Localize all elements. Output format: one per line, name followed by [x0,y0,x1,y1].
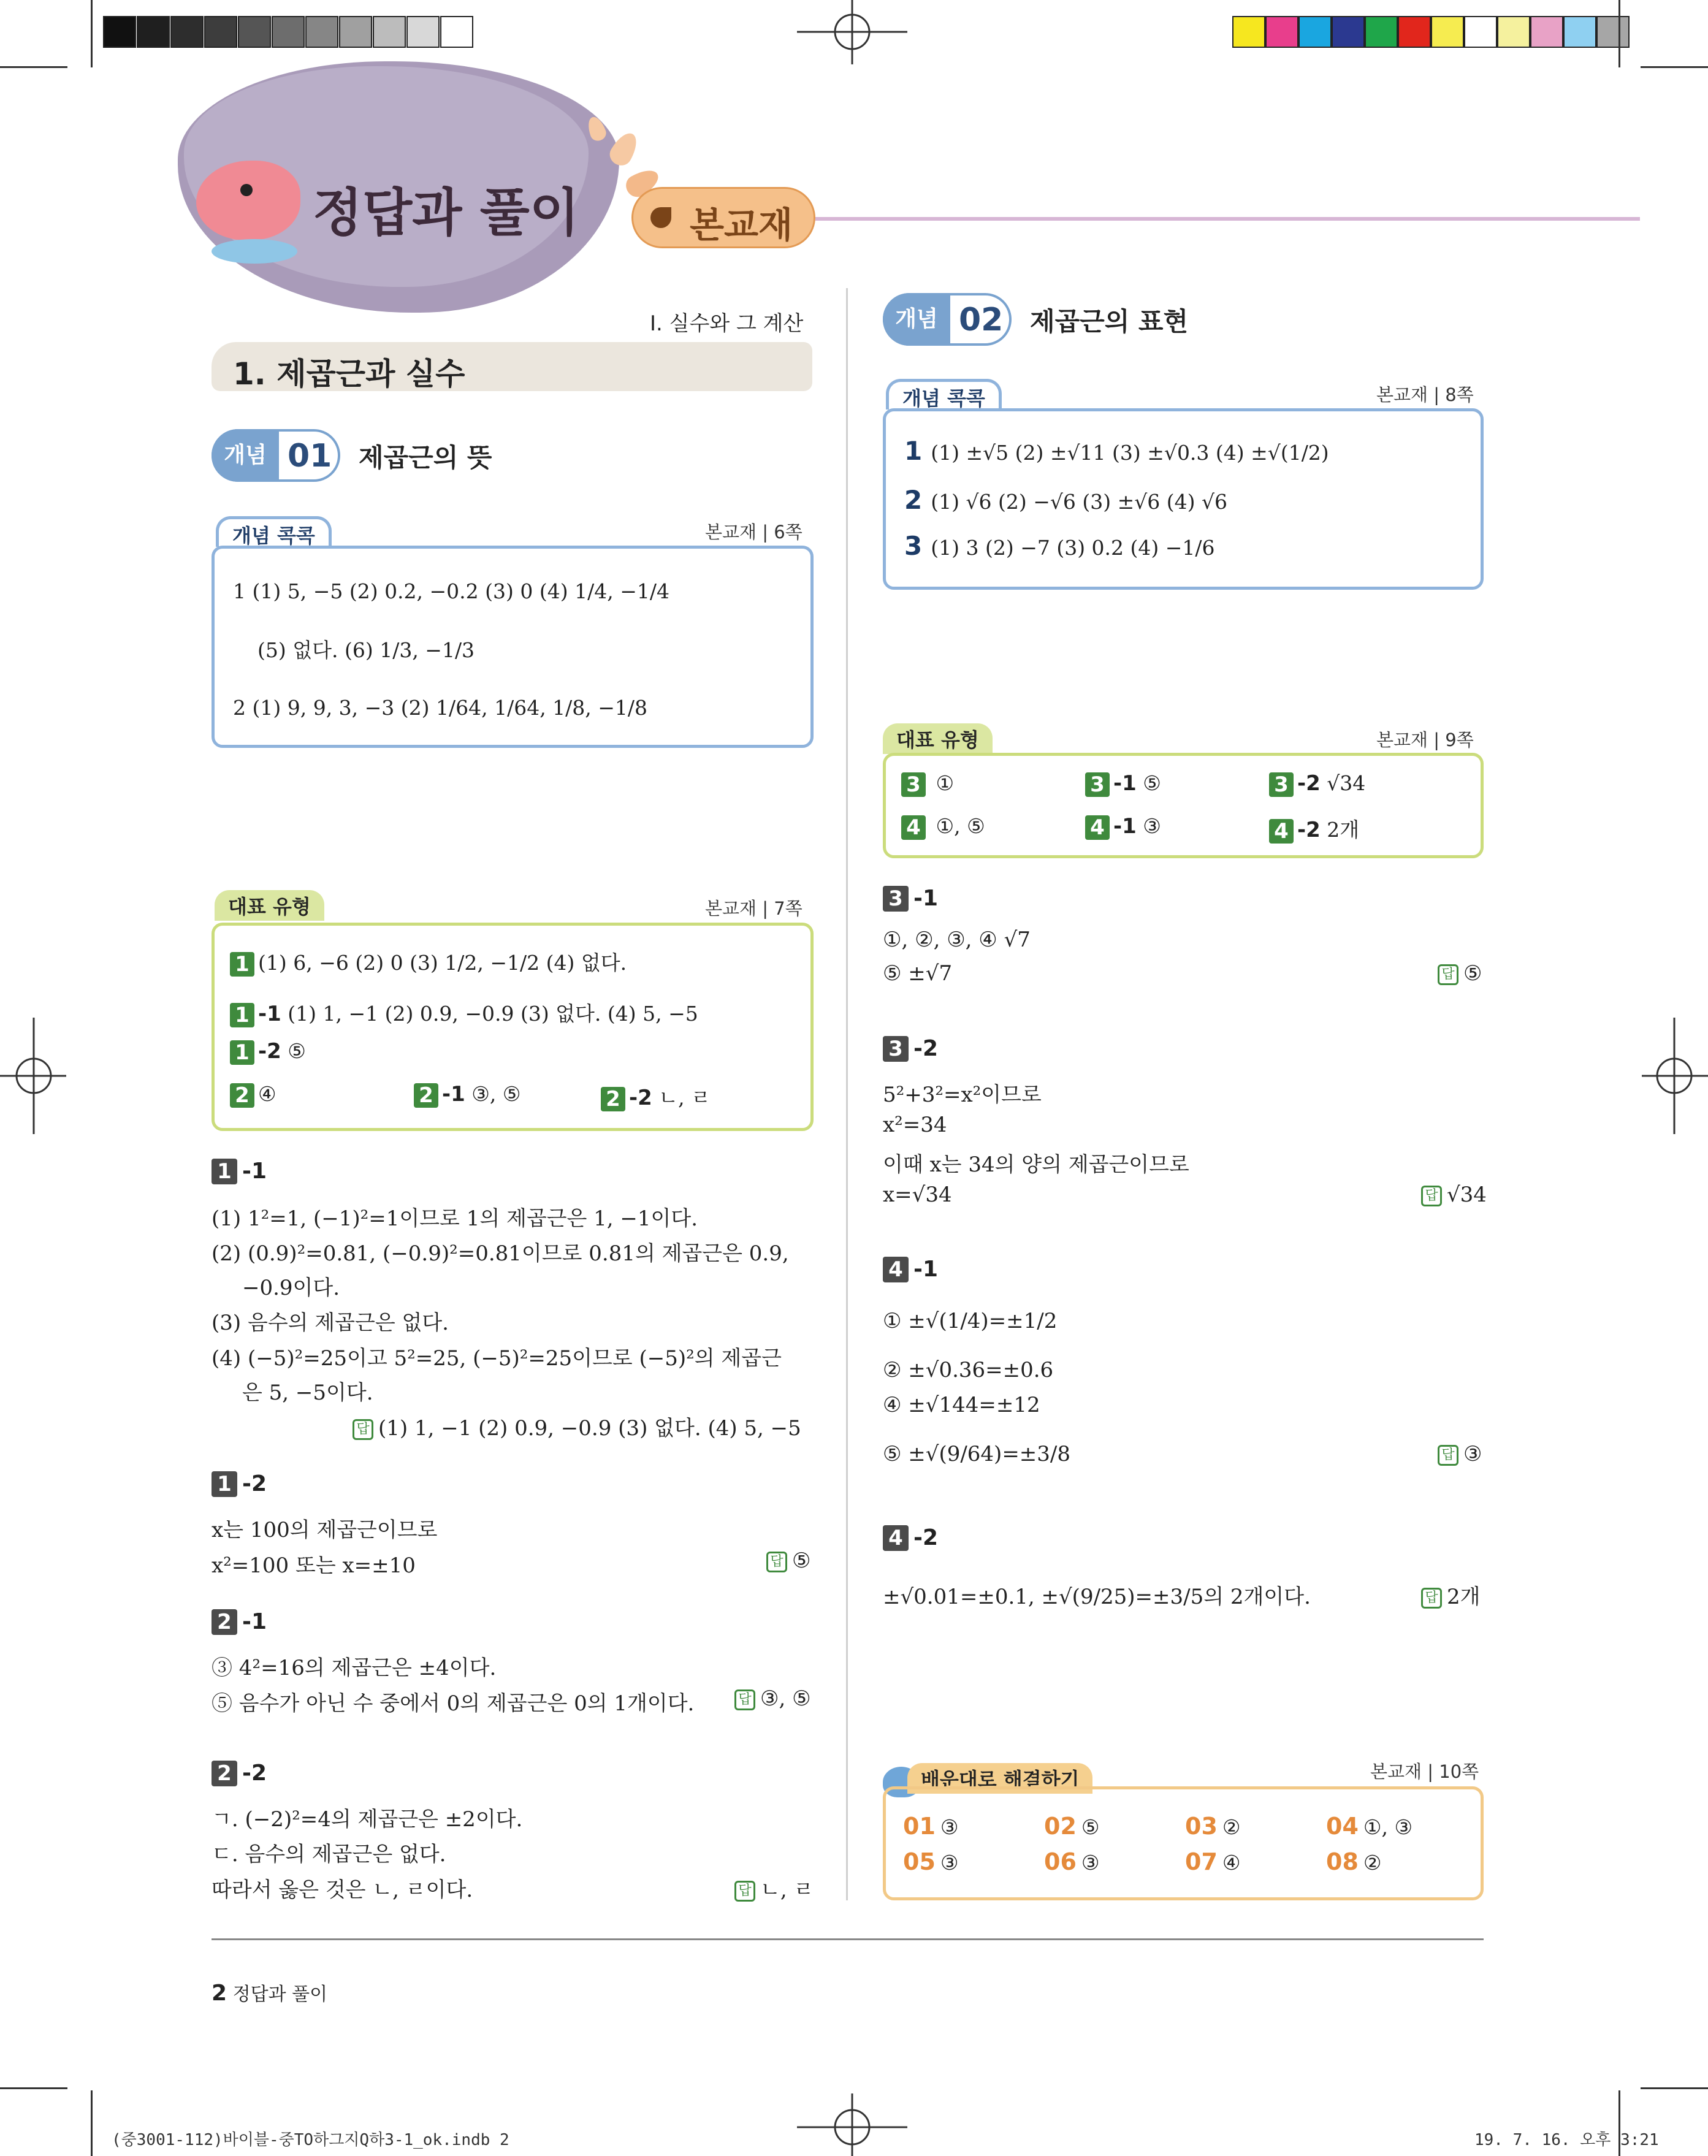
print-date: 19. 7. 16. 오후 3:21 [1474,2131,1659,2149]
answer-mark-icon: 답 [734,1689,755,1710]
review-item: 02 ⑤ [1044,1813,1100,1840]
solution-line: x²=100 또는 x=±10 [212,1553,416,1578]
solution-line: ⑤ ±√(9/64)=±3/8 [883,1442,1071,1466]
chapter-banner [212,342,812,391]
solution-line: ±√0.01=±0.1, ±√(9/25)=±3/5의 2개이다. [883,1585,1311,1609]
color-swatch [339,16,372,48]
answer-line: (5) 없다. (6) 1/3, −1/3 [257,638,475,662]
concept-name: 제곱근의 뜻 [359,443,492,473]
whale-eye-icon [240,184,253,196]
review-box [883,1786,1484,1900]
answer-row: 3 -1 ⑤ [1085,771,1161,797]
color-swatch [406,16,440,48]
answer-row: 4 -1 ③ [1085,814,1161,840]
concept-number: 02 [959,302,1004,338]
color-swatch [272,16,305,48]
answer-row: 4 -2 2개 [1269,814,1359,844]
crop-mark [91,0,93,67]
solution-heading: 2 -2 [212,1761,267,1786]
representative-box [212,923,814,1131]
textbook-pill-label: 본교재 [690,204,793,246]
page-reference: 본교재 | 10쪽 [1370,1761,1479,1782]
solution-line: (2) (0.9)²=0.81, (−0.9)²=0.81이므로 0.81의 제곱근은 0.9, [212,1241,789,1266]
answer-line: 3 (1) 3 (2) −7 (3) 0.2 (4) −1/6 [904,531,1215,561]
answer-line: 2 (1) √6 (2) −√6 (3) ±√6 (4) √6 [904,485,1228,515]
color-swatch [1332,16,1365,48]
solution-heading: 4 -2 [883,1525,938,1551]
representative-box [883,753,1484,858]
solution-heading: 1 -2 [212,1471,267,1497]
registration-target-icon [785,0,920,67]
solution-heading: 3 -1 [883,886,938,912]
solution-line: x는 100의 제곱근이므로 [212,1518,438,1542]
solution-line: (4) (−5)²=25이고 5²=25, (−5)²=25이므로 (−5)²의 제곱근 [212,1346,782,1371]
wave-icon [212,239,297,264]
answer: 답 ㄴ, ㄹ [734,1873,814,1903]
crop-mark [1641,66,1708,68]
solution-line: ④ ±√144=±12 [883,1393,1040,1417]
solution-line: ① ±√(1/4)=±1/2 [883,1309,1058,1333]
crop-mark [0,2087,67,2089]
solution-line: ⑤ ±√7 [883,961,953,986]
answer-row: 3 -2 √34 [1269,771,1365,797]
color-swatch [1563,16,1596,48]
answer-line: 1 (1) 5, −5 (2) 0.2, −0.2 (3) 0 (4) 1/4, −1/4 [233,579,669,603]
color-swatch [1298,16,1332,48]
answer-row: 1 -1 (1) 1, −1 (2) 0.9, −0.9 (3) 없다. (4) 5, −5 [230,998,698,1027]
color-swatch [1232,16,1265,48]
color-swatch [103,16,136,48]
concept-tag: 개념 [212,429,279,482]
column-divider [846,288,848,1900]
page-reference: 본교재 | 7쪽 [705,898,803,919]
registration-target-icon [0,1005,67,1146]
answer-mark-icon: 답 [734,1881,755,1902]
answer: 답 ⑤ [766,1548,810,1573]
answer-row: 1 (1) 6, −6 (2) 0 (3) 1/2, −1/2 (4) 없다. [230,947,627,977]
solution-line: ①, ②, ③, ④ √7 [883,928,1031,952]
registration-target-icon [1641,1005,1708,1146]
answer-mark-icon: 답 [766,1552,787,1572]
color-swatch [1431,16,1464,48]
review-item: 04 ①, ③ [1326,1813,1413,1840]
page-reference: 본교재 | 6쪽 [705,522,803,543]
solution-line: 이때 x는 34의 양의 제곱근이므로 [883,1152,1189,1177]
answer: 답 ⑤ [1438,961,1482,986]
solution-line: x=√34 [883,1183,952,1207]
answer-mark-icon: 답 [1438,1445,1458,1466]
concept-tag: 개념 [883,293,950,346]
solution-line: (3) 음수의 제곱근은 없다. [212,1311,449,1335]
solution-line: 5²+3²=x²이므로 [883,1083,1042,1107]
solution-line: (1) 1²=1, (−1)²=1이므로 1의 제곱근은 1, −1이다. [212,1206,698,1231]
whale-icon [196,161,300,240]
solution-line: ② ±√0.36=±0.6 [883,1358,1054,1382]
answer-line: 1 (1) ±√5 (2) ±√11 (3) ±√0.3 (4) ±√(1/2) [904,436,1329,466]
answer-row: 2 ④ [230,1082,276,1108]
answer: 답 (1) 1, −1 (2) 0.9, −0.9 (3) 없다. (4) 5, −5 [353,1411,801,1441]
color-swatch [1265,16,1298,48]
unit-label: I. 실수와 그 계산 [650,311,804,336]
color-swatch [170,16,204,48]
page-footer: 2 정답과 풀이 [212,1981,328,2006]
answer: 답 √34 [1421,1183,1487,1207]
review-item: 05 ③ [903,1848,959,1875]
color-swatch [137,16,170,48]
textbook-pill [631,187,815,248]
color-swatch [1464,16,1497,48]
review-item: 06 ③ [1044,1848,1100,1875]
color-swatch [1497,16,1530,48]
page-reference: 본교재 | 9쪽 [1376,729,1474,750]
answer-row: 2 -1 ③, ⑤ [414,1082,520,1108]
box-tab-concept: 개념 콕콕 [886,379,1002,409]
header-rule [815,217,1640,221]
concept-number: 01 [288,438,332,474]
solution-line: ⑤ 음수가 아닌 수 중에서 0의 제곱근은 0의 1개이다. [212,1691,695,1716]
answer-row: 4 ①, ⑤ [901,814,985,840]
solution-line: ㄱ. (−2)²=4의 제곱근은 ±2이다. [212,1807,523,1832]
answer-row: 1 -2 ⑤ [230,1039,306,1065]
answer: 답 ③ [1438,1442,1482,1466]
box-tab-review: 배운대로 해결하기 [907,1763,1092,1794]
box-tab-representative: 대표 유형 [215,890,324,921]
box-tab-concept: 개념 콕콕 [216,516,332,547]
solution-line: ㄷ. 음수의 제곱근은 없다. [212,1842,446,1867]
color-swatch [1530,16,1563,48]
answer-mark-icon: 답 [1421,1186,1442,1206]
answer-mark-icon: 답 [1438,964,1458,985]
crop-mark [1641,2087,1708,2089]
crop-mark [91,2090,93,2156]
color-swatch [373,16,406,48]
review-item: 07 ④ [1185,1848,1241,1875]
color-swatch [1596,16,1630,48]
print-slug: (중3001-112)바이블-중TO하그지Q하3-1_ok.indb 2 [112,2131,509,2149]
box-tab-representative: 대표 유형 [883,723,993,754]
solution-heading: 2 -1 [212,1609,267,1635]
answer: 답 ③, ⑤ [734,1686,811,1711]
registration-target-icon [785,2090,920,2156]
color-swatch [440,16,473,48]
answer: 답 2개 [1421,1580,1480,1610]
color-swatch [238,16,271,48]
review-item: 01 ③ [903,1813,959,1840]
crop-mark [0,66,67,68]
page-reference: 본교재 | 8쪽 [1376,384,1474,405]
answer-mark-icon: 답 [1421,1588,1442,1609]
solution-line: ③ 4²=16의 제곱근은 ±4이다. [212,1656,497,1680]
color-swatch [1398,16,1431,48]
color-swatch [305,16,338,48]
concept-name: 제곱근의 표현 [1030,307,1189,337]
answer-row: 2 -2 ㄴ, ㄹ [601,1082,711,1111]
review-item: 03 ② [1185,1813,1241,1840]
answer-row: 3 ① [901,771,954,797]
answer-line: 2 (1) 9, 9, 3, −3 (2) 1/64, 1/64, 1/8, −1/8 [233,696,648,720]
chapter-title: 1. 제곱근과 실수 [233,356,465,392]
solution-line: x²=34 [883,1113,947,1137]
answer-mark-icon: 답 [353,1419,373,1440]
leaf-icon [650,207,671,228]
review-item: 08 ② [1326,1848,1382,1875]
page-title: 정답과 풀이 [313,183,579,243]
solution-line: 따라서 옳은 것은 ㄴ, ㄹ이다. [212,1878,473,1902]
solution-line: 은 5, −5이다. [242,1381,373,1405]
solution-heading: 3 -2 [883,1036,938,1062]
concept-box [212,546,814,748]
color-swatch [204,16,237,48]
footer-rule [212,1938,1484,1940]
solution-heading: 1 -1 [212,1159,267,1184]
solution-heading: 4 -1 [883,1257,938,1282]
solution-line: −0.9이다. [242,1276,340,1300]
color-swatch [1365,16,1398,48]
crop-mark [1618,0,1620,67]
concept-box [883,408,1484,590]
